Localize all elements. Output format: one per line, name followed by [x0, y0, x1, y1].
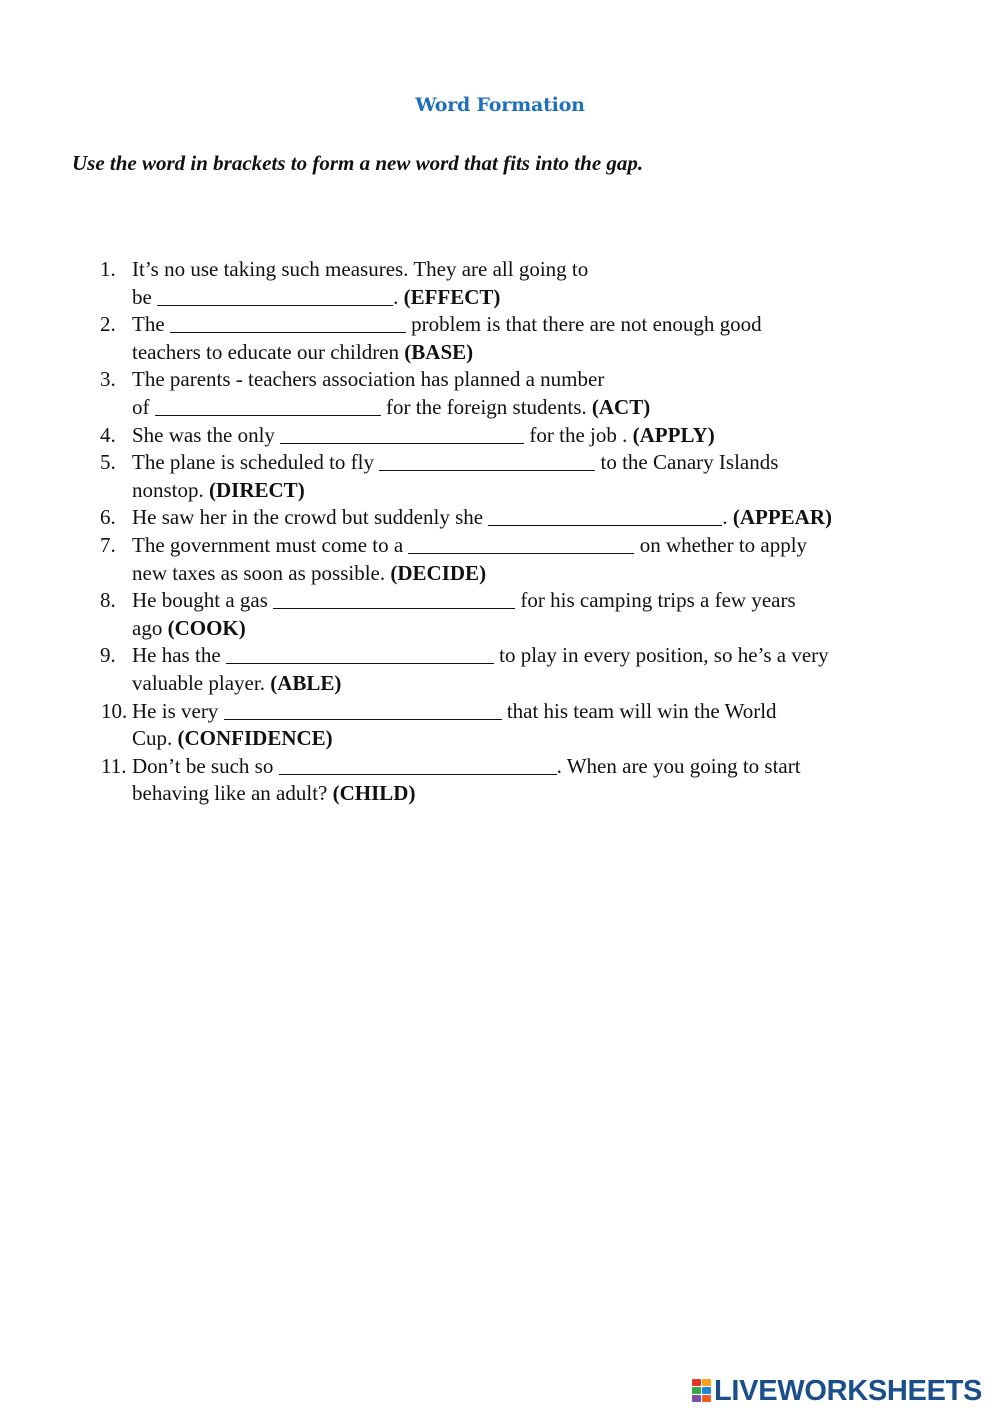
question-number: 9.: [100, 643, 116, 668]
keyword: (CONFIDENCE): [177, 726, 333, 751]
question-item: [0, 642, 1000, 697]
question-number: 7.: [100, 532, 116, 557]
question-number: 8.: [100, 588, 116, 613]
question-number: 6.: [100, 505, 116, 530]
answer-blank[interactable]: [379, 451, 595, 471]
answer-blank[interactable]: [488, 506, 722, 526]
question-line: He saw her in the crowd but suddenly she . (APPEAR): [132, 505, 832, 530]
question-number: 3.: [100, 367, 116, 392]
logo-square: [692, 1379, 701, 1386]
question-line: valuable player. (ABLE): [132, 670, 342, 695]
question-item: [0, 449, 1000, 504]
question-number: 1.: [100, 257, 116, 281]
question-line: It’s no use taking such measures. They are all going to: [132, 257, 589, 281]
keyword: (ABLE): [270, 670, 342, 695]
question-item: [0, 532, 1000, 587]
keyword: (BASE): [404, 339, 474, 364]
question-item: [0, 311, 1000, 366]
question-line: be . (EFFECT): [132, 284, 501, 309]
question-line: The problem is that there are not enough good: [132, 312, 762, 337]
answer-blank[interactable]: [279, 755, 557, 775]
question-line: Cup. (CONFIDENCE): [132, 726, 333, 751]
logo-square: [702, 1387, 711, 1394]
answer-blank[interactable]: [273, 589, 515, 609]
keyword: (CHILD): [332, 781, 416, 806]
question-line: He is very that his team will win the World: [132, 698, 777, 723]
question-list: [0, 256, 1000, 808]
answer-blank[interactable]: [226, 644, 494, 664]
logo-square: [702, 1395, 711, 1402]
liveworksheets-logo-icon: [692, 1379, 712, 1403]
question-line: He has the to play in every position, so he’s a very: [132, 643, 829, 668]
question-item: [0, 587, 1000, 642]
question-line: ago (COOK): [132, 615, 246, 640]
question-line: new taxes as soon as possible. (DECIDE): [132, 560, 487, 585]
keyword: (EFFECT): [403, 284, 501, 309]
question-item: [0, 504, 1000, 532]
answer-blank[interactable]: [224, 700, 502, 720]
question-line: He bought a gas for his camping trips a few years: [132, 588, 796, 613]
question-item: [0, 753, 1000, 808]
question-number: 10.: [101, 698, 128, 723]
answer-blank[interactable]: [155, 396, 381, 416]
keyword: (APPEAR): [732, 505, 832, 530]
question-line: of for the foreign students. (ACT): [132, 394, 651, 419]
answer-blank[interactable]: [408, 534, 634, 554]
question-number: 11.: [101, 753, 127, 778]
keyword: (DECIDE): [390, 560, 487, 585]
question-line: The government must come to a on whether to apply: [132, 532, 808, 557]
question-number: 4.: [100, 422, 116, 447]
logo-text: LIVEWORKSHEETS: [714, 1374, 983, 1407]
question-line: nonstop. (DIRECT): [132, 477, 305, 502]
answer-blank[interactable]: [280, 424, 524, 444]
question-item: [0, 256, 1000, 311]
answer-blank[interactable]: [170, 313, 406, 333]
liveworksheets-logo[interactable]: [692, 1376, 982, 1406]
question-item: [0, 366, 1000, 421]
question-line: She was the only for the job . (APPLY): [132, 422, 715, 447]
question-item: [0, 422, 1000, 450]
question-line: Don’t be such so . When are you going to start: [132, 753, 801, 778]
question-line: teachers to educate our children (BASE): [132, 339, 474, 364]
keyword: (ACT): [591, 394, 651, 419]
answer-blank[interactable]: [157, 286, 393, 306]
keyword: (APPLY): [632, 422, 715, 447]
keyword: (COOK): [167, 615, 246, 640]
question-line: The plane is scheduled to fly to the Canary Islands: [132, 450, 779, 475]
keyword: (DIRECT): [209, 477, 305, 502]
logo-square: [692, 1387, 701, 1394]
logo-square: [702, 1379, 711, 1386]
instruction-text: Use the word in brackets to form a new word that fits into the gap.: [72, 151, 644, 175]
question-item: [0, 698, 1000, 753]
worksheet-title: Word Formation: [415, 94, 585, 116]
question-number: 5.: [100, 450, 116, 475]
question-line: behaving like an adult? (CHILD): [132, 781, 416, 806]
question-line: The parents - teachers association has planned a number: [132, 367, 605, 392]
question-number: 2.: [100, 312, 116, 337]
logo-square: [692, 1395, 701, 1402]
